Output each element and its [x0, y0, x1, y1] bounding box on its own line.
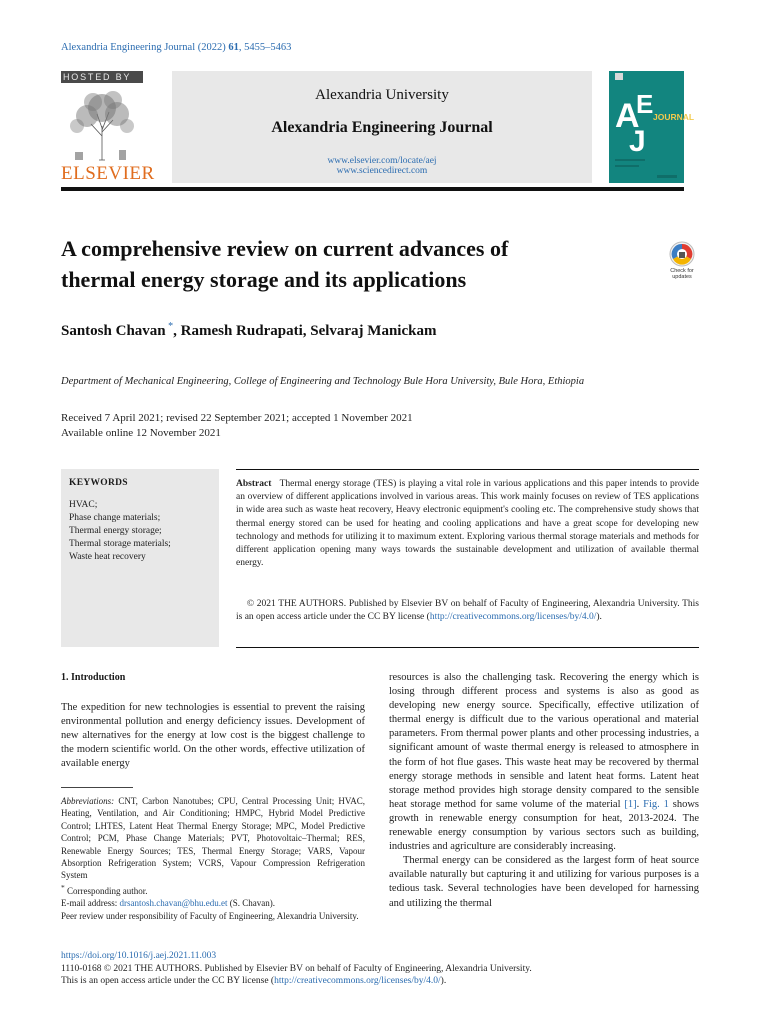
body-text: resources is also the challenging task. Recovering the energy which is losing through different process and systems is also as good as developing new energy source. Specifically, effective utilization of thermal energy is difficult due to the various operational and material parameters. From thermal power plants and other processing industries, a significant amount of waste thermal energy is released to atmosphere in the form of hot flue gases. This waste heat may be recovered by thermal energy storage methods in sensible and latent heat forms. Latent heat storage method provides high storage density compared to the sensible heat storage method for same volume of the material	[389, 672, 699, 810]
title-line-2: thermal energy storage and its applications	[61, 267, 467, 292]
keyword-item: Phase change materials;	[69, 513, 161, 523]
abstract-license-link[interactable]: http://creativecommons.org/licenses/by/4.0/	[429, 612, 597, 623]
abstract-bottom-rule	[236, 647, 699, 648]
body-paragraph: The expedition for new technologies is essential to prevent the raising environmental pollution and energy deficiency issues. Development of new alternatives for the energy at low cost is the biggest challenge to the modern scientific world. On the other words, effective utilization of available energy	[61, 702, 365, 770]
journal-volume[interactable]: 61	[228, 42, 239, 53]
author-corresponding[interactable]: Santosh Chavan	[61, 323, 166, 339]
corresponding-mark[interactable]: *	[165, 321, 174, 332]
email-owner: (S. Chavan).	[227, 898, 275, 909]
footer-license-link[interactable]: http://creativecommons.org/licenses/by/4.0/	[274, 976, 441, 986]
abbreviations-label: Abbreviations:	[61, 796, 115, 806]
title-line-1: A comprehensive review on current advances of	[61, 236, 509, 261]
available-online: Available online 12 November 2021	[61, 427, 221, 439]
university-name: Alexandria University	[315, 87, 449, 103]
journal-name: Alexandria Engineering Journal	[271, 119, 493, 136]
cover-journal-text: JOURNAL	[653, 112, 695, 122]
abstract-copyright-text: © 2021 THE AUTHORS. Published by Elsevier BV on behalf of Faculty of Engineering, Alexandria University. This is an open access article under the CC BY license (	[236, 599, 700, 623]
footnotes	[61, 795, 365, 922]
keyword-item: Waste heat recovery	[69, 552, 146, 562]
section-heading: 1. Introduction	[61, 672, 126, 683]
received-dates: Received 7 April 2021; revised 22 September 2021; accepted 1 November 2021	[61, 412, 413, 424]
body-paragraph: Thermal energy can be considered as the largest form of heat source available naturally but capturing it and utilizing for various purposes is a tedious task. Several technologies have been developed for harnessing and utilizing the thermal	[389, 855, 699, 909]
issn-copyright: 1110-0168 © 2021 THE AUTHORS. Published by Elsevier BV on behalf of Faculty of Engineering, Alexandria University.	[61, 964, 532, 974]
email-link[interactable]: drsantosh.chavan@bhu.edu.et	[119, 898, 228, 909]
svg-text:J: J	[629, 125, 646, 158]
doi-link[interactable]: https://doi.org/10.1016/j.aej.2021.11.003	[61, 951, 217, 961]
svg-text:updates: updates	[672, 274, 692, 280]
keyword-item: Thermal energy storage;	[69, 526, 162, 536]
body-text: shows growth in renewable energy consumption for heat, 2013-2024. The renewable energy consumption by various sectors such as building, industries and agriculture are considerably increasing.	[389, 798, 699, 853]
article-title	[61, 233, 621, 295]
journal-cover-image[interactable]	[609, 71, 695, 183]
license-text: This is an open access article under the CC BY license (	[61, 976, 275, 986]
email-label: E-mail address:	[61, 898, 120, 909]
peer-review-note: Peer review under responsibility of Faculty of Engineering, Alexandria University.	[61, 910, 359, 921]
abstract-text: Thermal energy storage (TES) is playing a vital role in various applications and this paper intends to provide an overview of different applications involved in various areas. This work mainly focuses on review of TES applications in wide area such as waste heat recovery, Heavy electronic equipment's cooling etc. The comprehensive study shows that thermal energy stored can be used for heating and cooling applications and have a great scope for developing new technology and methods for utilizing it to maximum extent. Exploring various thermal storage materials and methods for different application opening many ways towards the sustainable development and utilization of available thermal energy.	[236, 479, 699, 569]
body-column-right	[389, 671, 699, 911]
body-text: .	[636, 798, 644, 810]
body-column-left	[61, 701, 365, 771]
elsevier-wordmark: ELSEVIER	[61, 163, 155, 184]
license-line	[61, 976, 446, 986]
header-divider	[61, 187, 684, 191]
abstract-copyright-end: ).	[596, 612, 602, 623]
corresponding-marker: *	[61, 882, 65, 892]
body-paragraph	[389, 671, 699, 854]
keyword-item: HVAC;	[69, 500, 98, 510]
author-list	[61, 321, 436, 340]
keyword-item: Thermal storage materials;	[69, 539, 171, 549]
author-others[interactable]: , Ramesh Rudrapati, Selvaraj Manickam	[173, 323, 437, 339]
figure-link[interactable]: Fig. 1	[643, 798, 669, 810]
reference-link[interactable]: [1]	[624, 798, 637, 810]
affiliation: Department of Mechanical Engineering, College of Engineering and Technology Bule Hora University, Bule Hora, Ethiopia	[61, 376, 585, 387]
abstract-block	[236, 478, 699, 570]
journal-ref[interactable]: Alexandria Engineering Journal (2022)	[61, 42, 226, 53]
elsevier-tree-logo	[63, 86, 141, 162]
svg-text:Check for: Check for	[670, 268, 694, 274]
hosted-by-banner: HOSTED BY	[61, 71, 143, 83]
check-for-updates-icon[interactable]	[664, 241, 700, 281]
svg-text:A: A	[615, 97, 640, 135]
corresponding-note: Corresponding author.	[67, 885, 148, 896]
abstract-top-rule	[236, 469, 699, 470]
journal-citation[interactable]	[61, 42, 291, 53]
cover-art	[609, 71, 695, 183]
journal-pages[interactable]: , 5455–5463	[238, 42, 292, 53]
elsevier-url-link[interactable]: www.elsevier.com/locate/aej	[327, 156, 437, 166]
license-end: ).	[440, 976, 447, 986]
abstract-label: Abstract	[236, 479, 272, 489]
svg-text:E: E	[636, 89, 654, 119]
sciencedirect-url-link[interactable]: www.sciencedirect.com	[336, 166, 428, 176]
article-history	[61, 411, 413, 441]
abbreviations-text: CNT, Carbon Nanotubes; CPU, Central Processing Unit; HVAC, Heating, Ventilation, and Air Conditioning; HMPC, Hybrid Model Predictive Control; LHTES, Latent Heat Thermal Energy Storage; MPC, Model Predictive Control; PCM, Phase Change Materials; PVT, Photovoltaic–Thermal; RES, Renewable Energy Sources; TES, Thermal Energy Storage; VARS, Vapour Absorption Refrigeration System; VCRS, Vapour Compression Refrigeration System	[61, 796, 365, 881]
keywords-heading: KEYWORDS	[69, 478, 128, 488]
abstract-copyright	[236, 598, 699, 624]
footnote-rule	[61, 787, 133, 788]
